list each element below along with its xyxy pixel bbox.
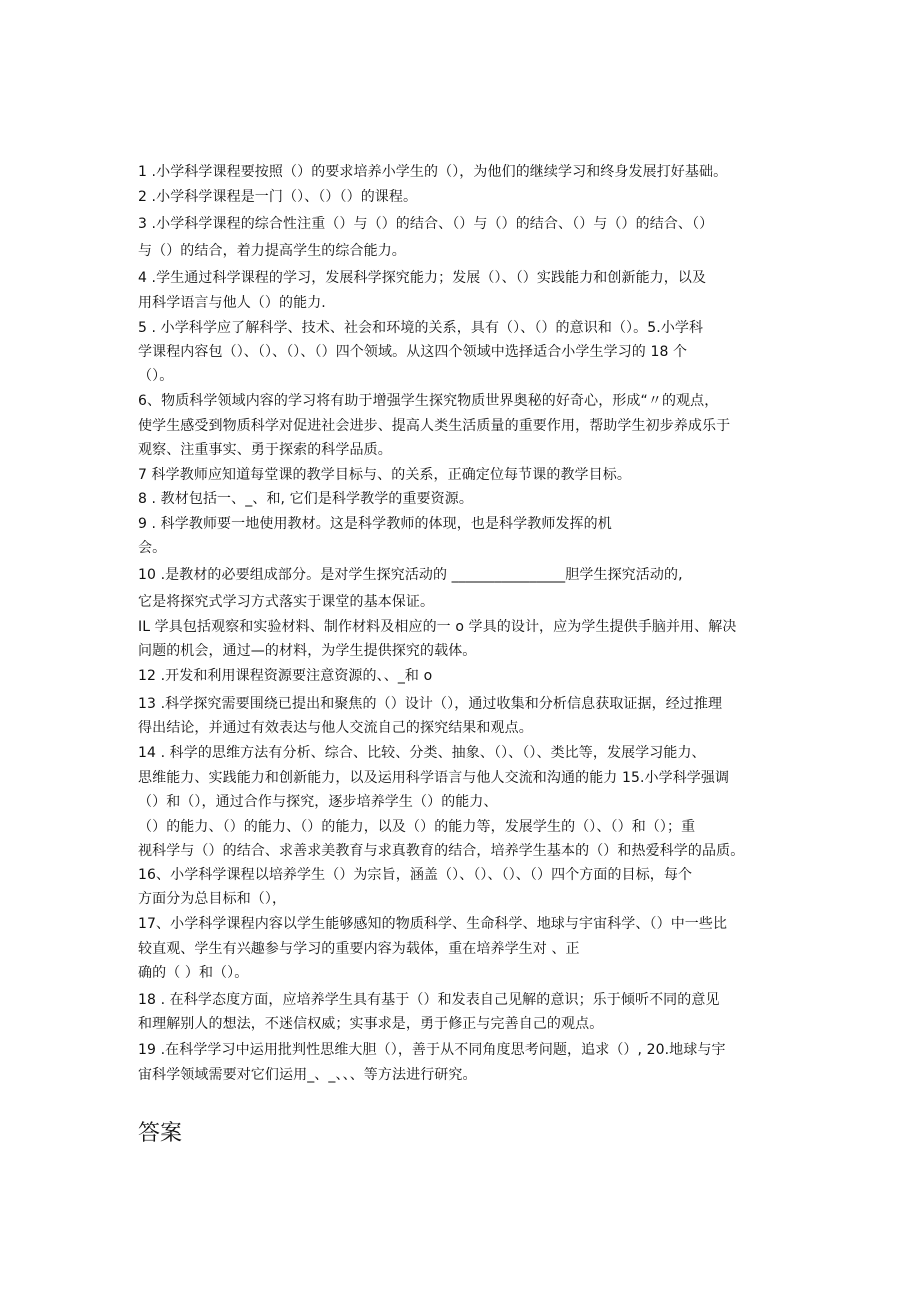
text-line: 3 .小学科学课程的综合性注重（）与（）的结合、（）与（）的结合、（）与（）的结合、（） (138, 216, 714, 232)
text-line: 思维能力、实践能力和创新能力，以及运用科学语言与他人交流和沟通的能力 15.小学科学强调 (138, 770, 730, 786)
text-line: 确的（ ）和（）。 (138, 965, 249, 981)
text-line: 4 .学生通过科学课程的学习，发展科学探究能力；发展（）、（）实践能力和创新能力，以及 (138, 270, 707, 286)
text-line: 19 .在科学学习中运用批判性思维大胆（），善于从不同角度思考问题，追求（）, 20.地球与宇 (138, 1042, 726, 1058)
text-line: 较直观、学生有兴趣参与学习的重要内容为载体，重在培养学生对 、正 (138, 941, 580, 957)
text-line: 17、小学科学课程内容以学生能够感知的物质科学、生命科学、地球与宇宙科学、（）中一些比 (138, 916, 728, 932)
text-line: 13 .科学探究需要围绕已提出和聚焦的（）设计（），通过收集和分析信息获取证据，经过推理 (138, 696, 723, 712)
text-line: 14 . 科学的思维方法有分析、综合、比较、分类、抽象、（）、（）、类比等，发展学习能力、 (138, 745, 706, 761)
text-line: 9 . 科学教师要一地使用教材。这是科学教师的体现，也是科学教师发挥的机 (138, 516, 612, 532)
text-line: 用科学语言与他人（）的能力. (138, 295, 326, 311)
text-line: （）和（），通过合作与探究，逐步培养学生（）的能力、 (138, 794, 498, 810)
text-line: 1 .小学科学课程要按照（）的要求培养小学生的（），为他们的继续学习和终身发展打好基础。 (138, 164, 728, 180)
answer-heading: 答案 (138, 1121, 183, 1146)
text-line: 18 . 在科学态度方面，应培养学生具有基于（）和发表自己见解的意识；乐于倾听不同的意见 (138, 992, 720, 1008)
text-line: 与（）的结合，着力提高学生的综合能力。 (138, 243, 406, 259)
text-line: 学课程内容包（）、（）、（）、（）四个领域。从这四个领域中选择适合小学生学习的 18 个 (138, 344, 688, 360)
text-line: 得出结论，并通过有效表达与他人交流自己的探究结果和观点。 (138, 720, 533, 736)
text-line: 使学生感受到物质科学对促进社会进步、提高人类生活质量的重要作用，帮助学生初步养成乐于 (138, 418, 731, 434)
text-line: 12 .开发和利用课程资源要注意资源的、、_和 o (138, 668, 433, 684)
text-line: 8 . 教材包括一、_、和, 它们是科学教学的重要资源。 (138, 491, 473, 507)
text-line: 10 .是教材的必要组成部分。是对学生探究活动的 ________________胆学生探究活动的, (138, 567, 683, 583)
text-line: （）的能力、（）的能力、（）的能力，以及（）的能力等，发展学生的（）、（）和（）；重 (138, 819, 696, 835)
text-line: 16、小学科学课程以培养学生（）为宗旨，涵盖（）、（）、（）、（）四个方面的目标，每个 (138, 867, 693, 883)
text-line: 7 科学教师应知道每堂课的教学目标与、的关系，正确定位每节课的教学目标。 (138, 467, 631, 483)
text-line: 它是将探究式学习方式落实于课堂的基本保证。 (138, 594, 435, 610)
text-line: 宙科学领域需要对它们运用_、_、、、等方法进行研究。 (138, 1067, 477, 1083)
text-line: 6、物质科学领域内容的学习将有助于增强学生探究物质世界奥秘的好奇心，形成“〃的观点， (138, 393, 719, 409)
text-line: 观察、注重事实、勇于探索的科学品质。 (138, 442, 392, 458)
text-line: 视科学与（）的结合、求善求美教育与求真教育的结合，培养学生基本的（）和热爱科学的品质。 (138, 843, 745, 859)
text-line: 和理解别人的想法，不迷信权威；实事求是，勇于修正与完善自己的观点。 (138, 1016, 604, 1032)
text-line: 5 . 小学科学应了解科学、技术、社会和环境的关系，具有（）、（）的意识和（）。5.小学科 (138, 320, 704, 336)
text-line: IL 学具包括观察和实验材料、制作材料及相应的一 o 学具的设计，应为学生提供手脑并用、解决 (138, 619, 737, 635)
text-line: 2 .小学科学课程是一门（）、（）（）的课程。 (138, 189, 418, 205)
text-line: 方面分为总目标和（）， (138, 891, 287, 907)
text-line: （）。 (138, 368, 174, 384)
text-line: 会。 (138, 540, 167, 556)
text-line: 问题的机会，通过—的材料，为学生提供探究的载体。 (138, 643, 477, 659)
